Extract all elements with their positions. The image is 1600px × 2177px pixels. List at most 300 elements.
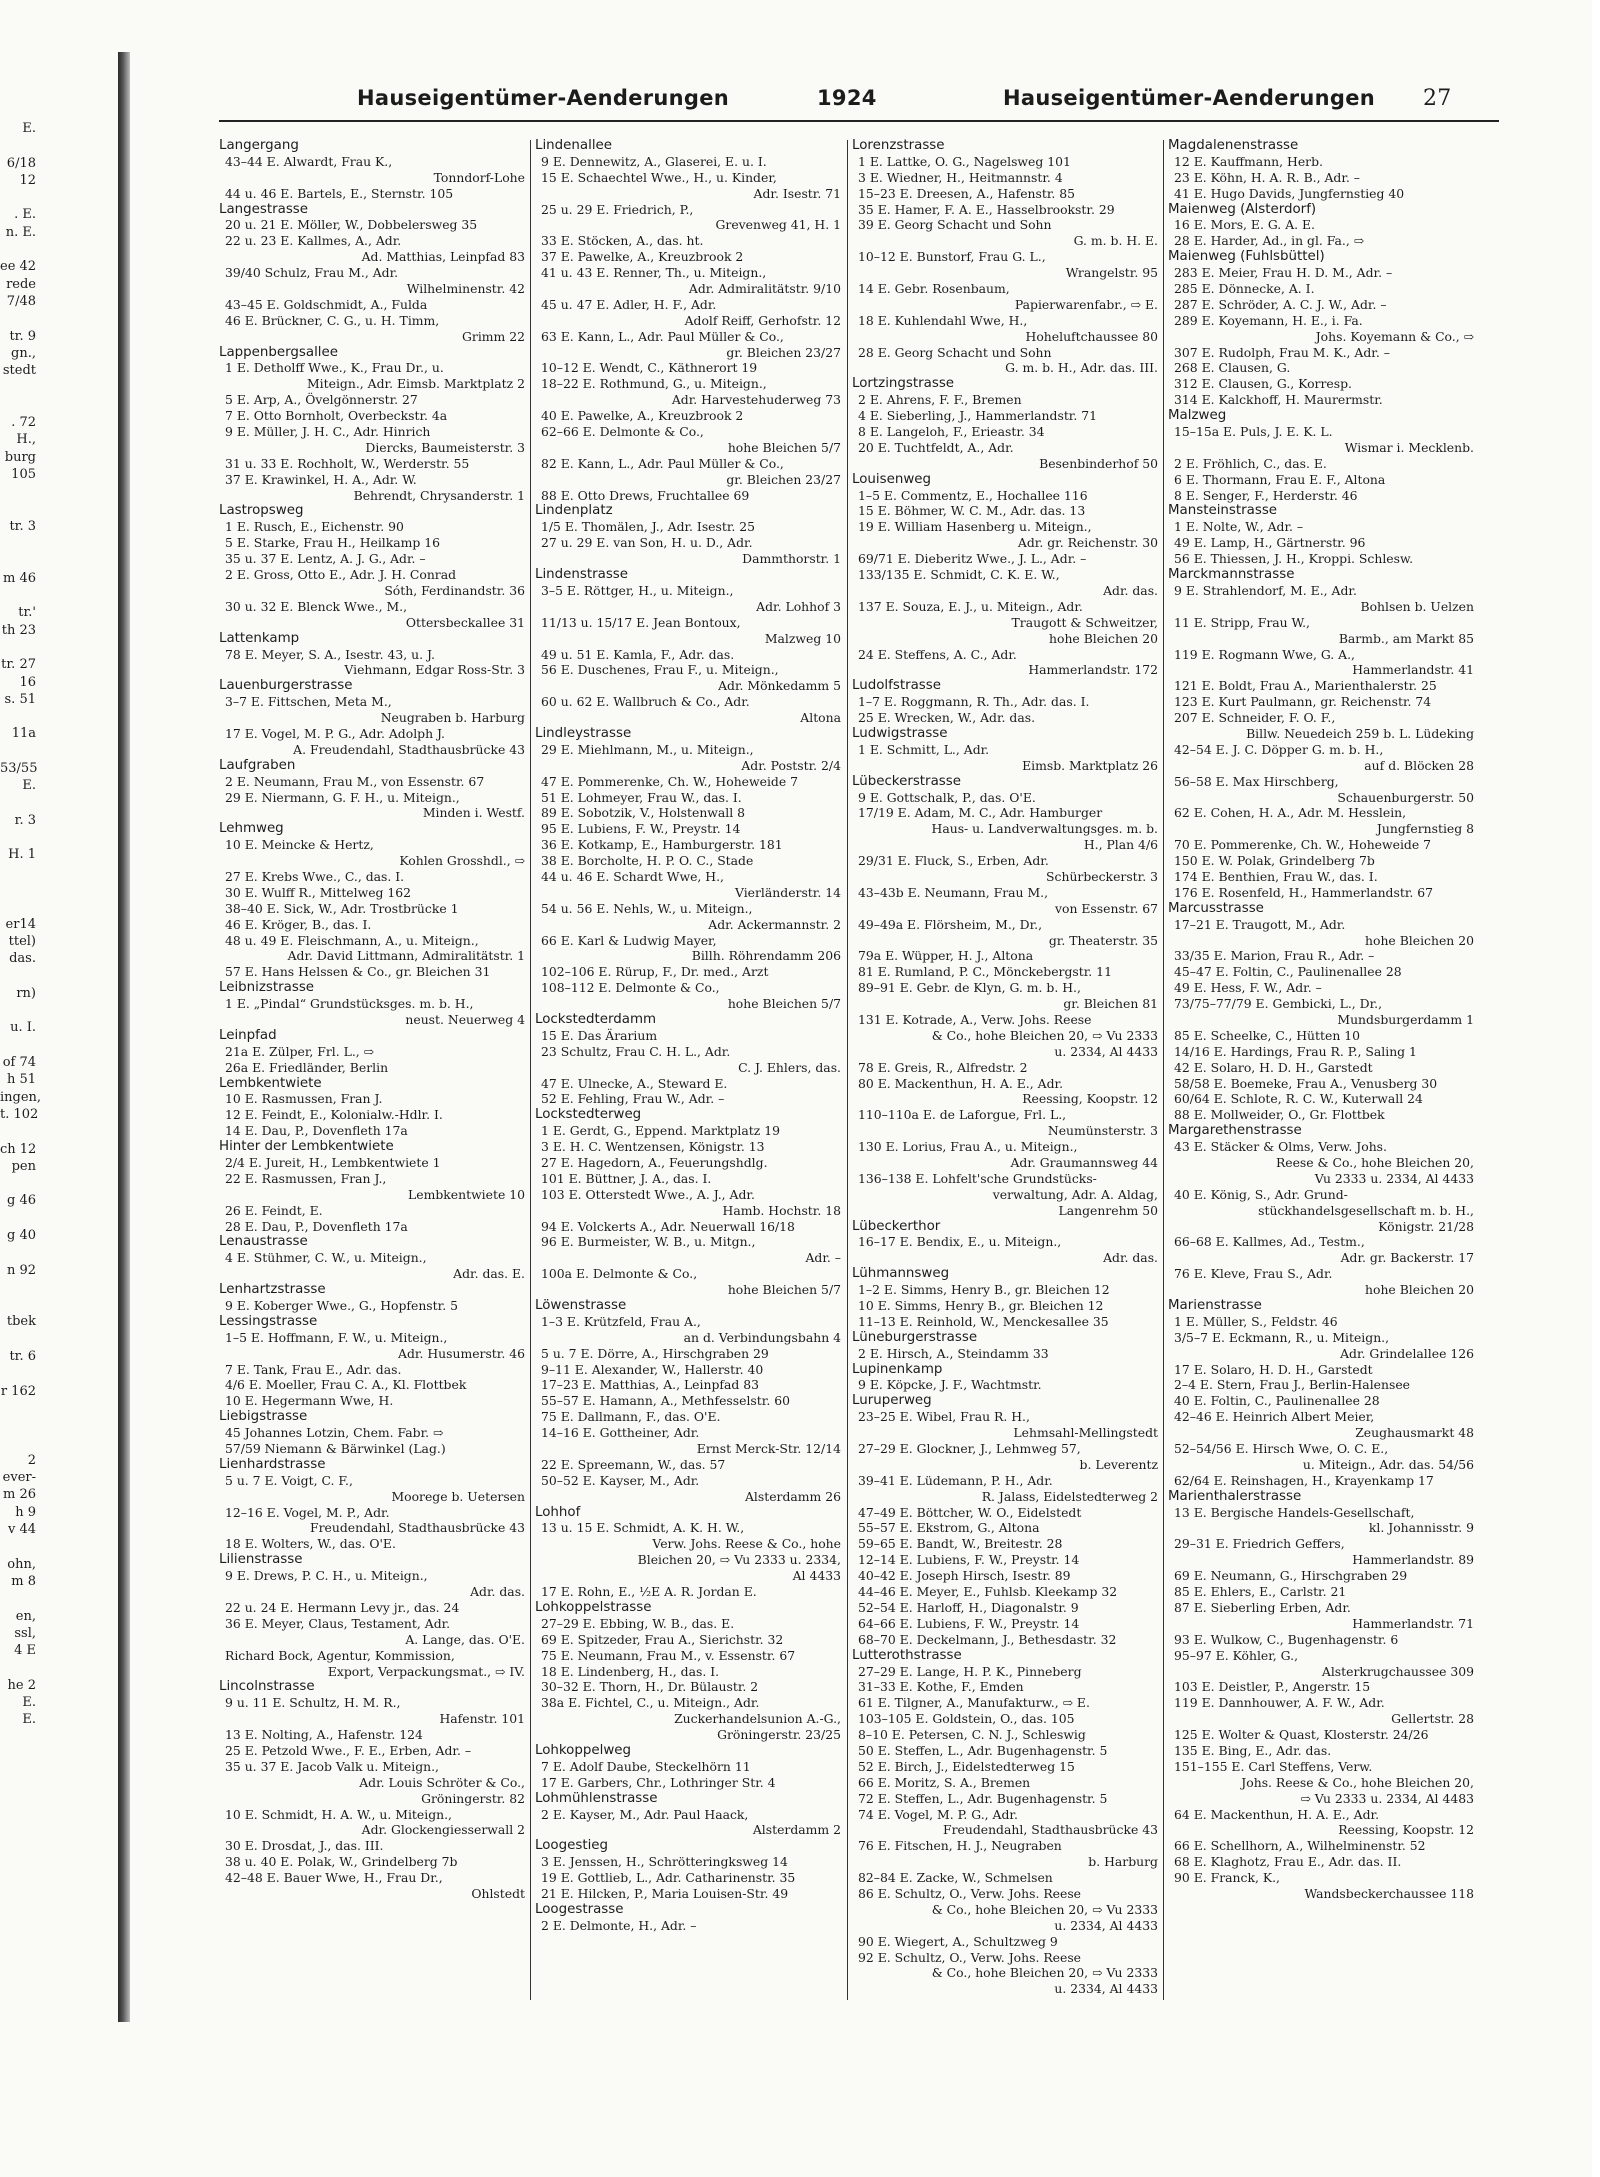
owner-entry: 42–48 E. Bauer Wwe, H., Frau Dr., xyxy=(225,1870,443,1886)
owner-entry: 13 u. 15 E. Schmidt, A. K. H. W., xyxy=(541,1520,745,1536)
owner-entry: 55–57 E. Ekstrom, G., Altona xyxy=(858,1520,1040,1536)
margin-fragment xyxy=(0,1365,36,1382)
owner-entry: 49–49a E. Flörsheim, M., Dr., xyxy=(858,916,1043,932)
owner-entry: 50 E. Steffen, L., Adr. Bugenhagenstr. 5 xyxy=(858,1742,1108,1758)
owner-entry: 108–112 E. Delmonte & Co., xyxy=(541,980,720,996)
owner-entry: 22 E. Rasmussen, Fran J., xyxy=(225,1170,387,1186)
margin-fragment: 7/48 xyxy=(6,293,36,309)
owner-entry: 17 E. Rohn, E., ½E A. R. Jordan E. xyxy=(541,1584,757,1600)
street-heading: Lessingstrasse xyxy=(219,1313,318,1329)
entry-continuation: Wrangelstr. 95 xyxy=(1065,265,1158,281)
owner-entry: 6 E. Thormann, Frau E. F., Altona xyxy=(1174,471,1386,487)
entry-continuation: R. Jalass, Eidelstedterweg 2 xyxy=(981,1488,1158,1504)
owner-entry: 1–7 E. Roggmann, R. Th., Adr. das. I. xyxy=(858,694,1090,710)
owner-entry: 7 E. Tank, Frau E., Adr. das. xyxy=(225,1361,402,1377)
owner-entry: 1 E. „Pindal“ Grundstücksges. m. b. H., xyxy=(225,996,474,1012)
margin-fragment xyxy=(0,379,36,396)
margin-fragment: r. 3 xyxy=(14,812,36,828)
margin-fragment xyxy=(0,189,36,206)
owner-entry: 37 E. Pawelke, A., Kreuzbrook 2 xyxy=(541,249,744,265)
owner-entry: 43–45 E. Goldschmidt, A., Fulda xyxy=(225,296,428,312)
owner-entry: 42–54 E. J. C. Döpper G. m. b. H., xyxy=(1174,741,1384,757)
entry-continuation: Sóth, Ferdinandstr. 36 xyxy=(384,582,525,598)
margin-fragment: tbek xyxy=(6,1314,36,1330)
margin-fragment xyxy=(0,1590,36,1607)
street-heading: Lappenbergsallee xyxy=(219,344,338,360)
owner-entry: 72 E. Steffen, L., Adr. Bugenhagenstr. 5 xyxy=(858,1790,1108,1806)
margin-fragment xyxy=(0,1659,36,1676)
owner-entry: 36 E. Kotkamp, E., Hamburgerstr. 181 xyxy=(541,837,783,853)
owner-entry: 66 E. Moritz, S. A., Bremen xyxy=(858,1774,1031,1790)
owner-entry: 25 E. Petzold Wwe., F. E., Erben, Adr. – xyxy=(225,1742,472,1758)
owner-entry: 131 E. Kotrade, A., Verw. Johs. Reese xyxy=(858,1011,1092,1027)
owner-entry: 133/135 E. Schmidt, C. K. E. W., xyxy=(858,567,1060,583)
owner-entry: 9 E. Dennewitz, A., Glaserei, E. u. I. xyxy=(541,153,767,169)
owner-entry: 20 u. 21 E. Möller, W., Dobbelersweg 35 xyxy=(225,217,478,233)
owner-entry: 73/75–77/79 E. Gembicki, L., Dr., xyxy=(1174,996,1383,1012)
street-heading: Lohmühlenstrasse xyxy=(535,1790,658,1806)
margin-fragment: burg xyxy=(4,449,36,465)
entry-continuation: Schürbeckerstr. 3 xyxy=(1046,868,1158,884)
entry-continuation: Papierwarenfabr., ⇨ E. xyxy=(1014,296,1158,312)
owner-entry: 5 u. 7 E. Voigt, C. F., xyxy=(225,1472,353,1488)
margin-fragment: s. 51 xyxy=(4,691,36,707)
entry-continuation: Reessing, Koopstr. 12 xyxy=(1022,1091,1158,1107)
entry-continuation: Neugraben b. Harburg xyxy=(380,710,525,726)
owner-entry: 60/64 E. Schlote, R. C. W., Kuterwall 24 xyxy=(1174,1091,1423,1107)
owner-entry: 46 E. Brückner, C. G., u. H. Timm, xyxy=(225,312,440,328)
owner-entry: 43–44 E. Alwardt, Frau K., xyxy=(225,153,393,169)
owner-entry: 15–23 E. Dreesen, A., Hafenstr. 85 xyxy=(858,185,1076,201)
owner-entry: 75 E. Dallmann, F., das. O'E. xyxy=(541,1409,721,1425)
owner-entry: 52 E. Fehling, Frau W., Adr. – xyxy=(541,1091,725,1107)
owner-entry: 85 E. Scheelke, C., Hütten 10 xyxy=(1174,1027,1360,1043)
street-heading: Lienhardstrasse xyxy=(219,1456,326,1472)
entry-continuation: Adr. Harvestehuderweg 73 xyxy=(671,392,841,408)
entry-continuation: Alsterkrugchaussee 309 xyxy=(1321,1663,1474,1679)
margin-fragment: he 2 xyxy=(7,1677,36,1693)
owner-entry: 2 E. Ahrens, F. F., Bremen xyxy=(858,392,1022,408)
margin-fragment xyxy=(0,587,36,604)
owner-entry: 150 E. W. Polak, Grindelberg 7b xyxy=(1174,853,1375,869)
street-heading: Leinpfad xyxy=(219,1027,277,1043)
margin-fragment: E. xyxy=(22,121,36,136)
owner-entry: 21 E. Hilcken, P., Maria Louisen-Str. 49 xyxy=(541,1885,789,1901)
entry-continuation: Adr. Mönkedamm 5 xyxy=(718,678,841,694)
margin-fragment: E. xyxy=(22,1695,36,1711)
entry-continuation: Adr. gr. Backerstr. 17 xyxy=(1340,1250,1474,1266)
entry-continuation: Adr. Lohhof 3 xyxy=(756,598,841,614)
owner-entry: 66 E. Schellhorn, A., Wilhelminenstr. 52 xyxy=(1174,1838,1426,1854)
street-heading: Marienthalerstrasse xyxy=(1168,1488,1302,1504)
owner-entry: 38 u. 40 E. Polak, W., Grindelberg 7b xyxy=(225,1854,458,1870)
owner-entry: 2 E. Neumann, Frau M., von Essenstr. 67 xyxy=(225,773,485,789)
owner-entry: 80 E. Mackenthun, H. A. E., Adr. xyxy=(858,1075,1064,1091)
owner-entry: 68–70 E. Deckelmann, J., Bethesdastr. 32 xyxy=(858,1631,1117,1647)
margin-fragment: m 26 xyxy=(2,1487,36,1503)
street-heading: Lastropsweg xyxy=(219,503,304,519)
margin-fragment: n. E. xyxy=(5,224,36,240)
owner-entry: 3 E. Jenssen, H., Schrötteringksweg 14 xyxy=(541,1854,788,1870)
owner-entry: 44 u. 46 E. Bartels, E., Sternstr. 105 xyxy=(225,185,454,201)
entry-continuation: Diercks, Baumeisterstr. 3 xyxy=(365,439,525,455)
owner-entry: 29 E. Niermann, G. F. H., u. Miteign., xyxy=(225,789,460,805)
entry-continuation: verwaltung, Adr. A. Aldag, xyxy=(992,1186,1158,1202)
entry-continuation: Besenbinderhof 50 xyxy=(1039,455,1158,471)
owner-entry: 81 E. Rumland, P. C., Mönckebergstr. 11 xyxy=(858,964,1112,980)
margin-fragment: ttel) xyxy=(8,933,36,949)
owner-entry: 62 E. Cohen, H. A., Adr. M. Hesslein, xyxy=(1174,805,1407,821)
owner-entry: 57/59 Niemann & Bärwinkel (Lag.) xyxy=(225,1441,446,1457)
street-heading: Langergang xyxy=(219,138,299,153)
owner-entry: 119 E. Dannhouwer, A. F. W., Adr. xyxy=(1174,1695,1385,1711)
street-heading: Laufgraben xyxy=(219,757,296,773)
margin-fragment: th 23 xyxy=(1,622,36,638)
margin-fragment xyxy=(0,1296,36,1313)
entry-continuation: kl. Johannisstr. 9 xyxy=(1368,1520,1474,1536)
owner-entry: 5 E. Starke, Frau H., Heilkamp 16 xyxy=(225,535,441,551)
owner-entry: 52 E. Birch, J., Eidelstedterweg 15 xyxy=(858,1758,1075,1774)
owner-entry: 3 E. Wiedner, H., Heitmannstr. 4 xyxy=(858,169,1063,185)
owner-entry: 3–5 E. Röttger, H., u. Miteign., xyxy=(541,582,734,598)
column-rule xyxy=(847,140,848,2000)
header-year: 1924 xyxy=(817,86,877,110)
entry-continuation: u. Miteign., Adr. das. 54/56 xyxy=(1302,1456,1474,1472)
margin-fragment: tr. 6 xyxy=(9,1349,36,1365)
entry-continuation: Al 4433 xyxy=(792,1568,841,1584)
owner-entry: 75 E. Neumann, Frau M., v. Essenstr. 67 xyxy=(541,1647,796,1663)
entry-continuation: H., Plan 4/6 xyxy=(1083,837,1158,853)
owner-entry: 103–105 E. Goldstein, O., das. 105 xyxy=(858,1711,1075,1727)
margin-fragment: . 72 xyxy=(11,415,36,431)
street-heading: Liebigstrasse xyxy=(219,1409,308,1425)
entry-continuation: hohe Bleichen 20 xyxy=(1365,932,1474,948)
owner-entry: 14 E. Gebr. Rosenbaum, xyxy=(858,281,1010,297)
owner-entry: 69/71 E. Dieberitz Wwe., J. L., Adr. – xyxy=(858,551,1087,567)
owner-entry: 121 E. Boldt, Frau A., Marienthalerstr. 25 xyxy=(1174,678,1437,694)
entry-continuation: stückhandelsgesellschaft m. b. H., xyxy=(1258,1202,1474,1218)
owner-entry: 12–14 E. Lubiens, F. W., Preystr. 14 xyxy=(858,1552,1080,1568)
entry-continuation: G. m. b. H. E. xyxy=(1073,233,1158,249)
margin-fragment xyxy=(0,137,36,154)
owner-entry: 16–17 E. Bendix, E., u. Miteign., xyxy=(858,1234,1062,1250)
owner-entry: 2 E. Fröhlich, C., das. E. xyxy=(1174,455,1327,471)
street-heading: Lindleystrasse xyxy=(535,725,632,741)
entry-continuation: b. Leverentz xyxy=(1079,1456,1158,1472)
owner-entry: 10 E. Schmidt, H. A. W., u. Miteign., xyxy=(225,1806,452,1822)
margin-fragment xyxy=(0,1538,36,1555)
owner-entry: 268 E. Clausen, G. xyxy=(1174,360,1291,376)
owner-entry: 48 u. 49 E. Fleischmann, A., u. Miteign., xyxy=(225,932,479,948)
street-heading: Löwenstrasse xyxy=(535,1298,627,1314)
owner-entry: 43–43b E. Neumann, Frau M., xyxy=(858,884,1049,900)
owner-entry: 88 E. Mollweider, O., Gr. Flottbek xyxy=(1174,1107,1385,1123)
street-heading: Margarethenstrasse xyxy=(1168,1123,1302,1139)
owner-entry: 95–97 E. Köhler, G., xyxy=(1174,1647,1299,1663)
entry-continuation: Ohlstedt xyxy=(471,1885,525,1901)
owner-entry: 76 E. Kleve, Frau S., Adr. xyxy=(1174,1266,1333,1282)
owner-entry: 31–33 E. Kothe, F., Emden xyxy=(858,1679,1024,1695)
margin-fragment: g 46 xyxy=(7,1193,36,1209)
margin-fragment xyxy=(0,1400,36,1417)
entry-continuation: Hoheluftchaussee 80 xyxy=(1025,328,1158,344)
owner-entry: 33 E. Stöcken, A., das. ht. xyxy=(541,233,704,249)
street-heading: Lindenplatz xyxy=(535,503,613,519)
entry-continuation: Wilhelminenstr. 42 xyxy=(406,281,525,297)
column-1 xyxy=(219,138,527,2008)
owner-entry: 60 u. 62 E. Wallbruch & Co., Adr. xyxy=(541,694,750,710)
owner-entry: 12–16 E. Vogel, M. P., Adr. xyxy=(225,1504,390,1520)
owner-entry: 15 E. Das Ärarium xyxy=(541,1027,658,1043)
owner-entry: 5 E. Arp, A., Övelgönnerstr. 27 xyxy=(225,392,418,408)
margin-fragment xyxy=(0,1123,36,1140)
margin-fragment: 16 xyxy=(19,674,36,690)
owner-entry: 10 E. Simms, Henry B., gr. Bleichen 12 xyxy=(858,1298,1104,1314)
owner-entry: 285 E. Dönnecke, A. I. xyxy=(1174,281,1315,297)
entry-continuation: Reessing, Koopstr. 12 xyxy=(1338,1822,1474,1838)
owner-entry: 27–29 E. Ebbing, W. B., das. E. xyxy=(541,1615,735,1631)
entry-continuation: Johs. Koyemann & Co., ⇨ xyxy=(1315,328,1474,344)
margin-fragment xyxy=(0,795,36,812)
street-heading: Maienweg (Fuhlsbüttel) xyxy=(1168,249,1325,265)
owner-entry: 119 E. Rogmann Wwe, G. A., xyxy=(1174,646,1355,662)
owner-entry: 14–16 E. Gottheiner, Adr. xyxy=(541,1425,700,1441)
entry-continuation: Grimm 22 xyxy=(462,328,525,344)
owner-entry: 17–21 E. Traugott, M., Adr. xyxy=(1174,916,1346,932)
entry-continuation: Johs. Reese & Co., hohe Bleichen 20, xyxy=(1241,1774,1474,1790)
entry-continuation: Langenrehm 50 xyxy=(1058,1202,1158,1218)
margin-fragment: 12 xyxy=(19,172,36,188)
margin-fragment xyxy=(0,898,36,915)
owner-entry: 22 u. 23 E. Kallmes, A., Adr. xyxy=(225,233,402,249)
owner-entry: 95 E. Lubiens, F. W., Preystr. 14 xyxy=(541,821,741,837)
owner-entry: 90 E. Franck, K., xyxy=(1174,1870,1280,1886)
entry-continuation: & Co., hohe Bleichen 20, ⇨ Vu 2333 xyxy=(931,1027,1158,1043)
owner-entry: 51 E. Lohmeyer, Frau W., das. I. xyxy=(541,789,742,805)
owner-entry: 96 E. Burmeister, W. B., u. Mitgn., xyxy=(541,1234,756,1250)
owner-entry: 26a E. Friedländer, Berlin xyxy=(225,1059,389,1075)
entry-continuation: Kohlen Grosshdl., ⇨ xyxy=(399,853,525,869)
entry-continuation: Gröningerstr. 82 xyxy=(421,1790,525,1806)
header-title-right: Hauseigentümer-Aenderungen xyxy=(1003,86,1376,110)
owner-entry: 12 E. Kauffmann, Herb. xyxy=(1174,153,1323,169)
owner-entry: 47–49 E. Böttcher, W. O., Eidelstedt xyxy=(858,1504,1082,1520)
margin-fragment: ee 42 xyxy=(0,259,37,275)
directory-page xyxy=(215,80,1505,2020)
margin-fragment: 2 xyxy=(27,1452,36,1468)
margin-fragment xyxy=(0,483,36,500)
entry-continuation: A. Freudendahl, Stadthausbrücke 43 xyxy=(293,741,525,757)
owner-entry: 70 E. Pommerenke, Ch. W., Hoheweide 7 xyxy=(1174,837,1431,853)
owner-entry: 102–106 E. Rürup, F., Dr. med., Arzt xyxy=(541,964,769,980)
margin-fragment xyxy=(0,1279,36,1296)
owner-entry: 87 E. Sieberling Erben, Adr. xyxy=(1174,1599,1351,1615)
column-2 xyxy=(535,138,843,2008)
owner-entry: 24 E. Steffens, A. C., Adr. xyxy=(858,646,1017,662)
street-heading: Lindenallee xyxy=(535,138,613,153)
owner-entry: 103 E. Otterstedt Wwe., A. J., Adr. xyxy=(541,1186,755,1202)
owner-entry: 66–68 E. Kallmes, Ad., Testm., xyxy=(1174,1234,1365,1250)
margin-fragment: of 74 xyxy=(2,1055,36,1071)
margin-fragment: r 162 xyxy=(0,1383,36,1399)
owner-entry: 56–58 E. Max Hirschberg, xyxy=(1174,773,1339,789)
owner-entry: 15 E. Böhmer, W. C. M., Adr. das. 13 xyxy=(858,503,1086,519)
street-heading: Ludolfstrasse xyxy=(852,678,941,694)
owner-entry: Richard Bock, Agentur, Kommission, xyxy=(225,1647,455,1663)
owner-entry: 2 E. Delmonte, H., Adr. – xyxy=(541,1917,697,1933)
margin-fragment: 4 E xyxy=(14,1643,36,1659)
entry-continuation: Vierländerstr. 14 xyxy=(734,884,841,900)
owner-entry: 78 E. Greis, R., Alfredstr. 2 xyxy=(858,1059,1028,1075)
owner-entry: 22 u. 24 E. Hermann Levy jr., das. 24 xyxy=(225,1599,460,1615)
owner-entry: 2 E. Kayser, M., Adr. Paul Haack, xyxy=(541,1806,749,1822)
owner-entry: 38a E. Fichtel, C., u. Miteign., Adr. xyxy=(541,1695,760,1711)
owner-entry: 31 u. 33 E. Rochholt, W., Werderstr. 55 xyxy=(225,455,470,471)
entry-continuation: Traugott & Schweitzer, xyxy=(1011,614,1158,630)
margin-fragment: pen xyxy=(11,1158,36,1174)
owner-entry: 2/4 E. Jureit, H., Lembkentwiete 1 xyxy=(225,1155,441,1170)
owner-entry: 49 E. Lamp, H., Gärtnerstr. 96 xyxy=(1174,535,1366,551)
column-3 xyxy=(852,138,1160,2008)
owner-entry: 90 E. Wiegert, A., Schultzweg 9 xyxy=(858,1933,1058,1949)
entry-continuation: Tonndorf-Lohe xyxy=(433,169,525,185)
owner-entry: 9 u. 11 E. Schultz, H. M. R., xyxy=(225,1695,401,1711)
entry-continuation: ⇨ Vu 2333 u. 2334, Al 4483 xyxy=(1300,1790,1474,1806)
entry-continuation: Hammerlandstr. 89 xyxy=(1352,1552,1474,1568)
margin-fragment: rn) xyxy=(16,985,36,1001)
street-heading: Leibnizstrasse xyxy=(219,980,315,996)
owner-entry: 27 E. Krebs Wwe., C., das. I. xyxy=(225,868,405,884)
entry-continuation: Hammerlandstr. 172 xyxy=(1028,662,1158,678)
owner-entry: 4 E. Sieberling, J., Hammerlandstr. 71 xyxy=(858,408,1098,424)
entry-continuation: Gröningerstr. 23/25 xyxy=(717,1727,841,1743)
owner-entry: 15 E. Schaechtel Wwe., H., u. Kinder, xyxy=(541,169,777,185)
owner-entry: 8–10 E. Petersen, C. N. J., Schleswig xyxy=(858,1727,1086,1743)
owner-entry: 9 E. Koberger Wwe., G., Hopfenstr. 5 xyxy=(225,1298,458,1314)
owner-entry: 4 E. Stühmer, C. W., u. Miteign., xyxy=(225,1250,427,1266)
owner-entry: 9 E. Müller, J. H. C., Adr. Hinrich xyxy=(225,424,431,440)
owner-entry: 1 E. Schmitt, L., Adr. xyxy=(858,741,990,757)
margin-fragment xyxy=(0,864,36,881)
entry-continuation: gr. Bleichen 81 xyxy=(1063,996,1158,1012)
entry-continuation: Billh. Röhrendamm 206 xyxy=(691,948,841,964)
owner-entry: 55–57 E. Hamann, A., Methfesselstr. 60 xyxy=(541,1393,790,1409)
owner-entry: 28 E. Harder, Ad., in gl. Fa., ⇨ xyxy=(1174,233,1365,249)
entry-continuation: Gellertstr. 28 xyxy=(1391,1711,1474,1727)
street-heading: Lindenstrasse xyxy=(535,567,629,583)
owner-entry: 39/40 Schulz, Frau M., Adr. xyxy=(225,265,399,281)
owner-entry: 151–155 E. Carl Steffens, Verw. xyxy=(1174,1758,1373,1774)
owner-entry: 39–41 E. Lüdemann, P. H., Adr. xyxy=(858,1472,1053,1488)
entry-continuation: & Co., hohe Bleichen 20, ⇨ Vu 2333 xyxy=(931,1901,1158,1917)
owner-entry: 9–11 E. Alexander, W., Hallerstr. 40 xyxy=(541,1361,764,1377)
entry-continuation: Alsterdamm 26 xyxy=(744,1488,841,1504)
owner-entry: 2 E. Gross, Otto E., Adr. J. H. Conrad xyxy=(225,567,457,583)
owner-entry: 137 E. Souza, E. J., u. Miteign., Adr. xyxy=(858,598,1083,614)
owner-entry: 93 E. Wulkow, C., Bugenhagenstr. 6 xyxy=(1174,1631,1399,1647)
margin-fragment: m 8 xyxy=(11,1573,36,1589)
owner-entry: 50–52 E. Kayser, M., Adr. xyxy=(541,1472,700,1488)
margin-fragment: h 9 xyxy=(15,1504,36,1520)
entry-continuation: u. 2334, Al 4433 xyxy=(1054,1043,1158,1059)
owner-entry: 78 E. Meyer, S. A., Isestr. 43, u. J. xyxy=(225,646,435,662)
margin-fragment: u. I. xyxy=(10,1020,36,1036)
owner-entry: 18 E. Kuhlendahl Wwe, H., xyxy=(858,312,1028,328)
owner-entry: 40 E. Pawelke, A., Kreuzbrook 2 xyxy=(541,408,744,424)
margin-fragment: ingen, xyxy=(0,1089,42,1105)
entry-continuation: Grevenweg 41, H. 1 xyxy=(715,217,841,233)
owner-entry: 57 E. Hans Helssen & Co., gr. Bleichen 31 xyxy=(225,964,491,980)
entry-continuation: u. 2334, Al 4433 xyxy=(1054,1917,1158,1933)
owner-entry: 312 E. Clausen, G., Korresp. xyxy=(1174,376,1352,392)
street-heading: Lembkentwiete xyxy=(219,1075,322,1091)
owner-entry: 20 E. Tuchtfeldt, A., Adr. xyxy=(858,439,1014,455)
owner-entry: 40 E. König, S., Adr. Grund- xyxy=(1174,1186,1348,1202)
margin-fragment xyxy=(0,1175,36,1192)
entry-continuation: Altona xyxy=(800,710,841,726)
owner-entry: 101 E. Büttner, J. A., das. I. xyxy=(541,1170,712,1186)
entry-continuation: Adr. Grindelallee 126 xyxy=(1340,1345,1474,1361)
entry-continuation: Adr. Husumerstr. 46 xyxy=(398,1345,525,1361)
owner-entry: 1–2 E. Simms, Henry B., gr. Bleichen 12 xyxy=(858,1282,1110,1298)
entry-continuation: Export, Verpackungsmat., ⇨ IV. xyxy=(327,1663,525,1679)
owner-entry: 43 E. Stäcker & Olms, Verw. Johs. xyxy=(1174,1139,1387,1155)
entry-continuation: Bleichen 20, ⇨ Vu 2333 u. 2334, xyxy=(637,1552,841,1568)
column-4 xyxy=(1168,138,1476,2008)
entry-continuation: hohe Bleichen 20 xyxy=(1049,630,1158,646)
owner-entry: 79a E. Wüpper, H. J., Altona xyxy=(858,948,1034,964)
entry-continuation: Hammerlandstr. 41 xyxy=(1352,662,1474,678)
entry-continuation: Adr. Graumannsweg 44 xyxy=(1010,1155,1158,1170)
street-heading: Lortzingstrasse xyxy=(852,376,955,392)
column-rule xyxy=(1163,140,1164,2000)
street-heading: Langestrasse xyxy=(219,201,309,217)
margin-fragment: stedt xyxy=(2,363,36,379)
owner-entry: 1–5 E. Hoffmann, F. W., u. Miteign., xyxy=(225,1329,448,1345)
entry-continuation: Adr. Ackermannstr. 2 xyxy=(708,916,841,932)
margin-fragment xyxy=(0,743,36,760)
street-heading: Lübeckerstrasse xyxy=(852,773,961,789)
owner-entry: 17 E. Solaro, H. D. H., Garstedt xyxy=(1174,1361,1373,1377)
street-heading: Lockstedterweg xyxy=(535,1107,642,1123)
entry-continuation: neust. Neuerweg 4 xyxy=(405,1011,525,1027)
street-heading: Lenaustrasse xyxy=(219,1234,308,1250)
street-heading: Lauenburgerstrasse xyxy=(219,678,353,694)
entry-continuation: hohe Bleichen 20 xyxy=(1365,1282,1474,1298)
street-heading: Marckmannstrasse xyxy=(1168,567,1295,583)
owner-entry: 66 E. Karl & Ludwig Mayer, xyxy=(541,932,717,948)
owner-entry: 14/16 E. Hardings, Frau R. P., Saling 1 xyxy=(1174,1043,1417,1059)
owner-entry: 39 E. Georg Schacht und Sohn xyxy=(858,217,1052,233)
owner-entry: 9 E. Gottschalk, P., das. O'E. xyxy=(858,789,1036,805)
binding-gutter xyxy=(118,52,130,2022)
entry-continuation: Lembkentwiete 10 xyxy=(408,1186,525,1202)
margin-fragment xyxy=(0,1037,36,1054)
entry-continuation: Schauenburgerstr. 50 xyxy=(1337,789,1474,805)
owner-entry: 35 u. 37 E. Lentz, A. J. G., Adr. – xyxy=(225,551,426,567)
owner-entry: 45 u. 47 E. Adler, H. F., Adr. xyxy=(541,296,717,312)
margin-fragment xyxy=(0,708,36,725)
owner-entry: 35 E. Hamer, F. A. E., Hasselbrookstr. 29 xyxy=(858,201,1115,217)
entry-continuation: Lehmsahl-Mellingstedt xyxy=(1013,1425,1158,1441)
margin-fragment: 6/18 xyxy=(6,155,36,171)
owner-entry: 30 u. 32 E. Blenck Wwe., M., xyxy=(225,598,408,614)
owner-entry: 28 E. Dau, P., Dovenfleth 17a xyxy=(225,1218,408,1234)
owner-entry: 27–29 E. Glockner, J., Lehmweg 57, xyxy=(858,1441,1081,1457)
owner-entry: 19 E. William Hasenberg u. Miteign., xyxy=(858,519,1092,535)
owner-entry: 136–138 E. Lohfelt'sche Grundstücks- xyxy=(858,1170,1097,1186)
entry-continuation: gr. Bleichen 23/27 xyxy=(726,471,841,487)
